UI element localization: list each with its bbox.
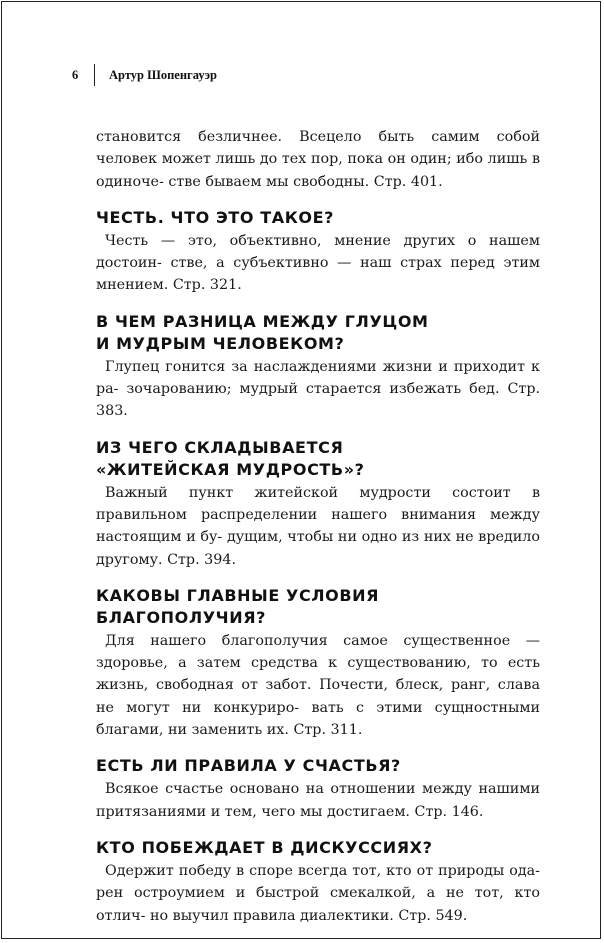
section-body: Для нашего благополучия самое существенное — здоровье, а затем средства к существованию, то есть жизнь, свободная от забот. Почести, блеск, ранг, слава не могут ни конкуриро- вать с этими сущностными благами, ни заменить их. Стр. 311. [96,632,541,739]
section-body: Одержит победу в споре всегда тот, кто от природы ода- рен остроумием и быстрой смекалкой, а не тот, кто отлич- но выучил правила диалектики. Стр. 549. [96,862,540,924]
section-heading: КТО ПОБЕЖДАЕТ В ДИСКУССИЯХ? [96,837,433,857]
section-heading: ЕСТЬ ЛИ ПРАВИЛА У СЧАСТЬЯ? [96,756,401,776]
section-fool-vs-wise [96,311,540,423]
section-heading: ИЗ ЧЕГО СКЛАДЫВАЕТСЯ «ЖИТЕЙСКАЯ МУДРОСТЬ»? [96,437,365,479]
running-header [72,64,217,86]
section-body: Глупец гонится за наслаждениями жизни и приходит к ра- зочарованию; мудрый старается избежать бед. Стр. 383. [96,358,541,420]
page-content [96,126,540,927]
text-line: может лишь до тех пор, пока он один; ибо лишь в одиноче- [96,151,540,190]
lead-paragraph [96,126,540,193]
section-heading: КАКОВЫ ГЛАВНЫЕ УСЛОВИЯ БЛАГОПОЛУЧИЯ? [96,585,380,627]
section-discussions [96,837,540,927]
section-honor [96,207,540,297]
author-name: Артур Шопенгауэр [109,67,217,82]
section-heading: ЧЕСТЬ. ЧТО ЭТО ТАКОЕ? [96,207,334,227]
book-page [1,1,601,939]
section-body: Честь — это, объективно, мнение других о нашем достоин- стве, а субъективно — наш страх перед этим мнением. Стр. 321. [96,232,541,294]
text-line: становится безличнее. Всецело быть самим собой человек [96,129,540,168]
section-rules-of-happiness [96,755,540,823]
section-body: Всякое счастье основано на отношении между нашими притязаниями и тем, чего мы достигаем. Стр. 146. [96,781,540,820]
section-body: Важный пункт житейской мудрости состоит в правильном распределении нашего внимания между настоящим и бу- дущим, чтобы ни одно из них не вредило другому. Стр. 394. [96,484,540,568]
section-heading: В ЧЕМ РАЗНИЦА МЕЖДУ ГЛУЦОМ И МУДРЫМ ЧЕЛОВЕКОМ? [96,311,429,353]
page-number: 6 [72,67,79,82]
section-well-being [96,585,540,741]
section-worldly-wisdom [96,437,540,571]
header-divider [94,64,95,86]
text-line: стве бываем мы свободны. Стр. 401. [168,173,443,190]
